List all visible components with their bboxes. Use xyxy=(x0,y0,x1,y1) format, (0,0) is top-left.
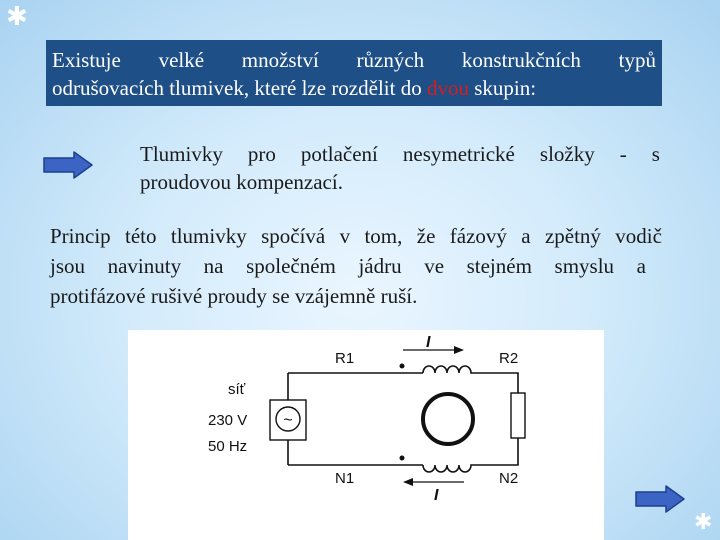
paragraph-word: společném xyxy=(246,254,336,278)
title-box xyxy=(46,40,662,106)
bullet-word: nesymetrické xyxy=(402,142,515,166)
paragraph-word: navinuty xyxy=(107,254,182,278)
title-word: různých xyxy=(356,48,425,72)
coil-top xyxy=(423,366,473,373)
title-line-1 xyxy=(52,46,656,74)
load-resistor xyxy=(511,393,525,438)
next-slide-arrow-icon[interactable] xyxy=(634,484,686,514)
title-text: odrušovacích tlumivek, které lze rozdělit do xyxy=(52,76,427,100)
toroid-core xyxy=(423,394,473,444)
paragraph-word: že xyxy=(416,224,436,248)
current-label-bottom: I xyxy=(434,487,439,504)
current-label-top: I xyxy=(426,334,431,351)
bullet-line-2: proudovou kompenzací. xyxy=(140,170,343,194)
title-line-2 xyxy=(52,74,656,102)
polarity-dot xyxy=(400,456,405,461)
label-r2: R2 xyxy=(499,350,519,367)
title-word: množství xyxy=(241,48,319,72)
bullet-word: - xyxy=(619,142,627,166)
paragraph-word: a xyxy=(521,224,531,248)
paragraph-word: a xyxy=(636,254,646,278)
frequency-label: 50 Hz xyxy=(208,438,248,455)
paragraph-word: fázový xyxy=(449,224,507,248)
paragraph-word: jádru xyxy=(358,254,402,278)
star-icon: ✱ xyxy=(694,510,713,535)
title-word: typů xyxy=(618,48,656,72)
bullet-word: potlačení xyxy=(300,142,378,166)
paragraph-line-2 xyxy=(50,251,646,281)
paragraph-word: na xyxy=(203,254,224,278)
paragraph-word: v xyxy=(339,224,351,248)
title-word: konstrukčních xyxy=(461,48,581,72)
paragraph-word: zpětný xyxy=(544,224,601,248)
paragraph-word: tom, xyxy=(364,224,403,248)
paragraph-word: smyslu xyxy=(554,254,615,278)
paragraph-word: Princip xyxy=(50,224,111,248)
bullet-word: pro xyxy=(247,142,276,166)
bullet-text xyxy=(140,140,660,196)
source-label: síť xyxy=(228,381,246,398)
title-text: skupin: xyxy=(468,76,537,100)
paragraph-word: jsou xyxy=(50,254,86,278)
wire-bottom-right xyxy=(473,438,518,465)
wire-top-right xyxy=(473,373,518,393)
polarity-dot xyxy=(400,364,405,369)
bullet-word: složky xyxy=(539,142,595,166)
label-r1: R1 xyxy=(335,350,355,367)
title-word: velké xyxy=(158,48,205,72)
paragraph-word: spočívá xyxy=(261,224,326,248)
circuit-diagram xyxy=(128,330,604,540)
title-word: Existuje xyxy=(52,48,121,72)
label-n1: N1 xyxy=(335,470,355,487)
label-n2: N2 xyxy=(499,470,519,487)
source-symbol: ~ xyxy=(283,412,293,429)
bullet-word: s xyxy=(651,142,660,166)
paragraph-word: stejném xyxy=(466,254,532,278)
paragraph-word: tlumivky xyxy=(170,224,247,248)
right-arrow-icon xyxy=(42,150,94,180)
paragraph xyxy=(50,221,662,311)
paragraph-word: vodič xyxy=(615,224,662,248)
voltage-label: 230 V xyxy=(208,412,248,429)
paragraph-word: ve xyxy=(424,254,445,278)
bullet-word: Tlumivky xyxy=(140,142,223,166)
paragraph-line-1 xyxy=(50,221,662,251)
title-highlight: dvou xyxy=(426,76,469,100)
coil-bottom xyxy=(423,465,473,472)
paragraph-word: této xyxy=(125,224,157,248)
bullet-line-1 xyxy=(140,140,660,168)
star-icon: ✱ xyxy=(6,2,28,32)
paragraph-line-3: protifázové rušivé proudy se vzájemně ruší. xyxy=(50,284,418,308)
